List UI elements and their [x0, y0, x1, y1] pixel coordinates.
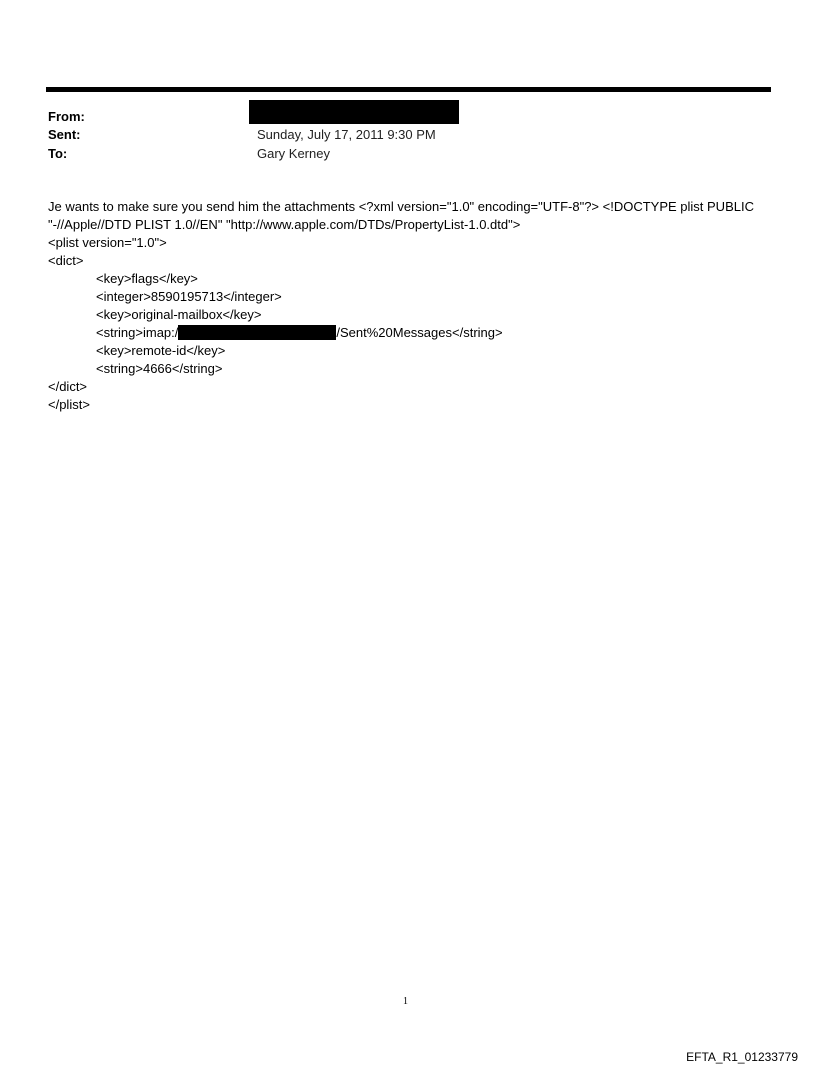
body-line-11: </dict>	[48, 379, 88, 394]
to-label: To:	[48, 146, 68, 161]
body-line-7: <key>original-mailbox</key>	[96, 307, 262, 322]
to-value: Gary Kerney	[257, 146, 330, 161]
body-line-6: <integer>8590195713</integer>	[96, 289, 282, 304]
sent-label: Sent:	[48, 127, 81, 142]
body-line-2: "-//Apple//DTD PLIST 1.0//EN" "http://www.apple.com/DTDs/PropertyList-1.0.dtd">	[48, 217, 521, 232]
imap-redaction	[178, 325, 336, 340]
from-label: From:	[48, 109, 85, 124]
from-redaction	[249, 100, 459, 124]
body-line-9: <key>remote-id</key>	[96, 343, 226, 358]
imap-suffix: /Sent%20Messages</string>	[336, 325, 503, 340]
body-line-1: Je wants to make sure you send him the attachments <?xml version="1.0" encoding="UTF-8"?> <!DOCTYPE plist PUBLIC	[48, 199, 754, 214]
body-line-5: <key>flags</key>	[96, 271, 198, 286]
body-line-10: <string>4666</string>	[96, 361, 223, 376]
sent-value: Sunday, July 17, 2011 9:30 PM	[257, 127, 436, 142]
document-id: EFTA_R1_01233779	[686, 1050, 798, 1064]
imap-prefix: <string>imap:/	[96, 325, 179, 340]
body-line-12: </plist>	[48, 397, 90, 412]
body-line-3: <plist version="1.0">	[48, 235, 167, 250]
page-number: 1	[403, 996, 408, 1007]
body-line-4: <dict>	[48, 253, 84, 268]
header-rule	[46, 87, 771, 92]
body-line-8	[96, 324, 503, 341]
